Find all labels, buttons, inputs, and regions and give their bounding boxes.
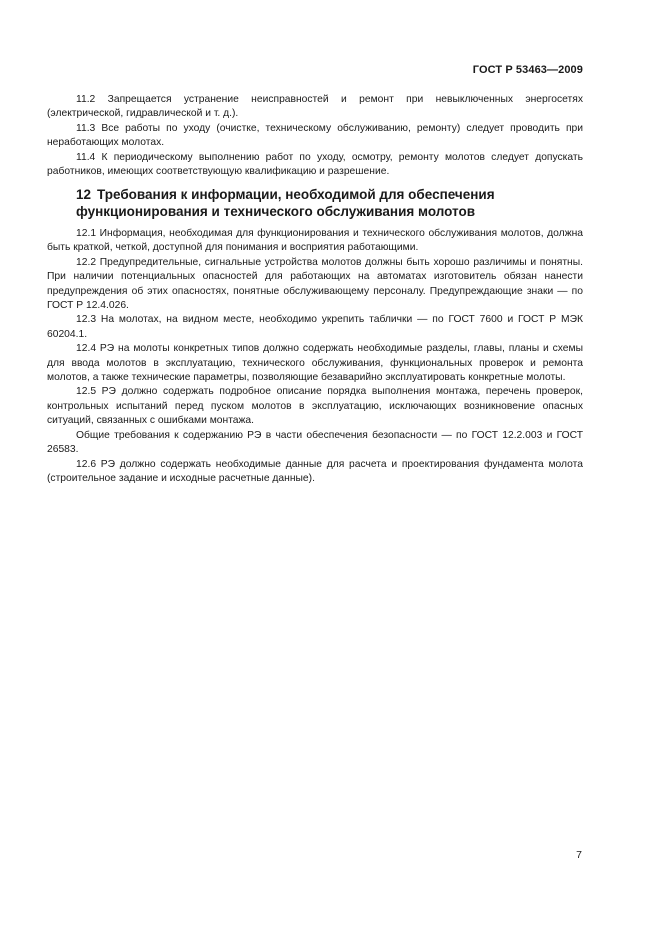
section-number: 12 [76, 187, 92, 202]
section-title: Требования к информации, необходимой для обеспечения функционирования и технического обслуживания молотов [76, 187, 495, 219]
paragraph-12-1: 12.1 Информация, необходимая для функционирования и технического обслуживания молотов, должна быть краткой, четкой, доступной для понимания и восприятия работающими. [47, 228, 583, 254]
paragraph-12-3: 12.3 На молотах, на видном месте, необходимо укрепить таблички — по ГОСТ 7600 и ГОСТ Р МЭК 60204.1. [47, 314, 583, 340]
paragraph-11-3: 11.3 Все работы по уходу (очистке, техническому обслуживанию, ремонту) следует проводить при неработающих молотах. [47, 122, 583, 149]
page-number: 7 [576, 849, 582, 861]
paragraph-11-2: 11.2 Запрещается устранение неисправностей и ремонт при невыключенных энергосетях (электрической, гидравлической и т. д.). [47, 94, 583, 120]
paragraph-12-6: 12.6 РЭ должно содержать необходимые данные для расчета и проектирования фундамента молота (строительное задание и исходные расчетные данные). [47, 458, 583, 484]
paragraph-12-4: 12.4 РЭ на молоты конкретных типов должно содержать необходимые разделы, главы, планы и схемы для ввода молотов в эксплуатацию, технического обслуживания, функциональных проверок и ремонта молотов, а также технические параметры, позволяющие безаварийно эксплуатировать конкретные молоты. [47, 343, 583, 384]
section-12-text [47, 227, 583, 486]
paragraph-12-2: 12.2 Предупредительные, сигнальные устройства молотов должны быть хорошо различимы и понятны. При наличии потенциальных опасностей для работающих на автоматах изготовитель обязан нанести предупреждения об этих опасностях, понятные обслуживающему персоналу. Предупреждающие знаки — по ГОСТ Р 12.4.026. [47, 256, 583, 312]
document-header: ГОСТ Р 53463—2009 [472, 64, 583, 76]
section-12-heading [76, 186, 576, 220]
paragraph-12-5: 12.5 РЭ должно содержать подробное описание порядка выполнения монтажа, перечень проверок, контрольных испытаний перед пуском молотов в эксплуатацию, исключающих возникновение опасных ситуаций, связанных с ошибками монтажа. [47, 386, 583, 427]
paragraph-12-5-general: Общие требования к содержанию РЭ в части обеспечения безопасности — по ГОСТ 12.2.003 и ГОСТ 26583. [47, 429, 583, 456]
paragraph-11-4: 11.4 К периодическому выполнению работ по уходу, осмотру, ремонту молотов следует допускать работников, имеющих соответствующую квалификацию и разрешение. [47, 151, 583, 178]
section-11-text [47, 93, 583, 179]
